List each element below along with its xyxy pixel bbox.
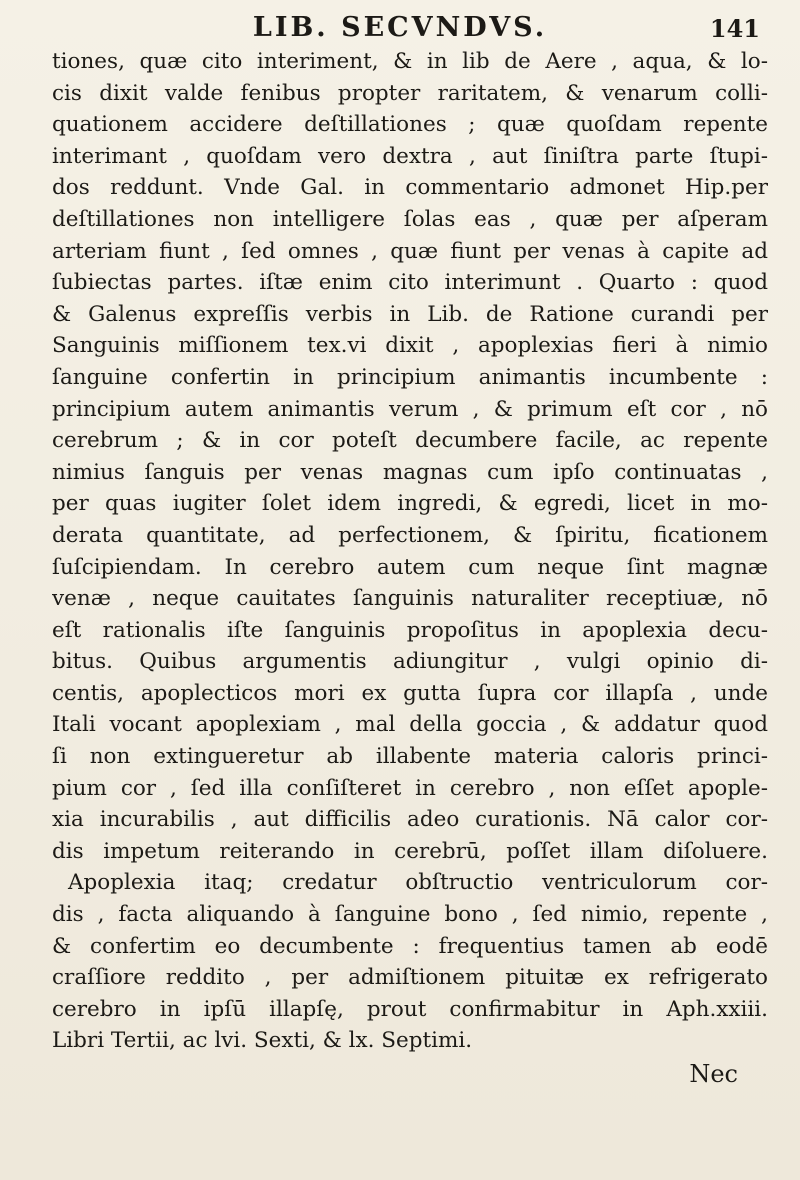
- page-number: 141: [709, 14, 760, 43]
- text-line: Apoplexia itaq; credatur obſtructio ventriculorum cor-: [68, 870, 768, 896]
- text-line: ſanguine confertin in principium animantis incumbente :: [52, 364, 768, 390]
- page-header: [0, 10, 800, 44]
- text-line: interimant , quoſdam vero dextra , aut ſiniſtra parte ſtupi-: [52, 143, 768, 169]
- text-line: dis impetum reiterando in cerebrū, poſſet illam diſoluere.: [52, 838, 768, 864]
- text-line: quationem accidere deſtillationes ; quæ quoſdam repente: [52, 112, 768, 138]
- text-line: ſuſcipiendam. In cerebro autem cum neque ſint magnæ: [52, 554, 768, 580]
- text-line: dos reddunt. Vnde Gal. in commentario admonet Hip.per: [52, 175, 768, 201]
- text-line: derata quantitate, ad perfectionem, & ſpiritu, ficationem: [52, 522, 768, 548]
- text-line: eſt rationalis iſte ſanguinis propoſitus in apoplexia decu-: [52, 617, 768, 643]
- text-line: xia incurabilis , aut difficilis adeo curationis. Nā calor cor-: [52, 807, 768, 833]
- text-line: Itali vocant apoplexiam , mal della goccia , & addatur quod: [52, 712, 768, 738]
- text-line: tiones, quæ cito interiment, & in lib de Aere , aqua, & lo-: [52, 49, 768, 74]
- text-line: cerebro in ipſū illapſę, prout confirmabitur in Aph.xxiii.: [52, 996, 768, 1022]
- text-line: ſubiectas partes. iſtæ enim cito interimunt . Quarto : quod: [52, 270, 768, 296]
- catchword-line: [52, 1057, 768, 1091]
- text-line: bitus. Quibus argumentis adiungitur , vulgi opinio di-: [52, 649, 768, 675]
- text-line: cis dixit valde fenibus propter raritatem, & venarum colli-: [52, 80, 768, 106]
- running-head: LIB. SECVNDVS.: [252, 12, 548, 43]
- text-line: Sanguinis miſſionem tex.vi dixit , apoplexias fieri à nimio: [52, 333, 768, 359]
- text-line: ſi non extingueretur ab illabente materia caloris princi-: [52, 744, 768, 770]
- text-line: deſtillationes non intelligere ſolas eas , quæ per aſperam: [52, 206, 768, 232]
- text-line: craſſiore reddito , per admiſtionem pituitæ ex refrigerato: [52, 965, 768, 991]
- body-text: [52, 46, 768, 1091]
- text-line: dis , facta aliquando à ſanguine bono , ſed nimio, repente ,: [52, 902, 768, 928]
- text-line: per quas iugiter ſolet idem ingredi, & egredi, licet in mo-: [52, 491, 768, 517]
- text-line: pium cor , ſed illa conſiſteret in cerebro , non eſſet apople-: [52, 775, 768, 801]
- text-line: arteriam fiunt , ſed omnes , quæ fiunt per venas à capite ad: [52, 238, 768, 264]
- text-line: centis, apoplecticos mori ex gutta ſupra cor illapſa , unde: [52, 680, 768, 706]
- text-line: & Galenus expreſſis verbis in Lib. de Ratione curandi per: [52, 301, 768, 327]
- text-line: nimius ſanguis per venas magnas cum ipſo continuatas ,: [52, 459, 768, 485]
- text-line: cerebrum ; & in cor poteſt decumbere facile, ac repente: [52, 428, 768, 454]
- text-line: & confertim eo decumbente : frequentius tamen ab eodē: [52, 933, 768, 959]
- catchword: Nec: [689, 1060, 738, 1088]
- text-line: venæ , neque cauitates ſanguinis naturaliter receptiuæ, nō: [52, 586, 768, 612]
- text-line: Libri Tertii, ac lvi. Sexti, & lx. Septimi.: [52, 1028, 473, 1054]
- text-line: principium autem animantis verum , & primum eſt cor , nō: [52, 396, 768, 422]
